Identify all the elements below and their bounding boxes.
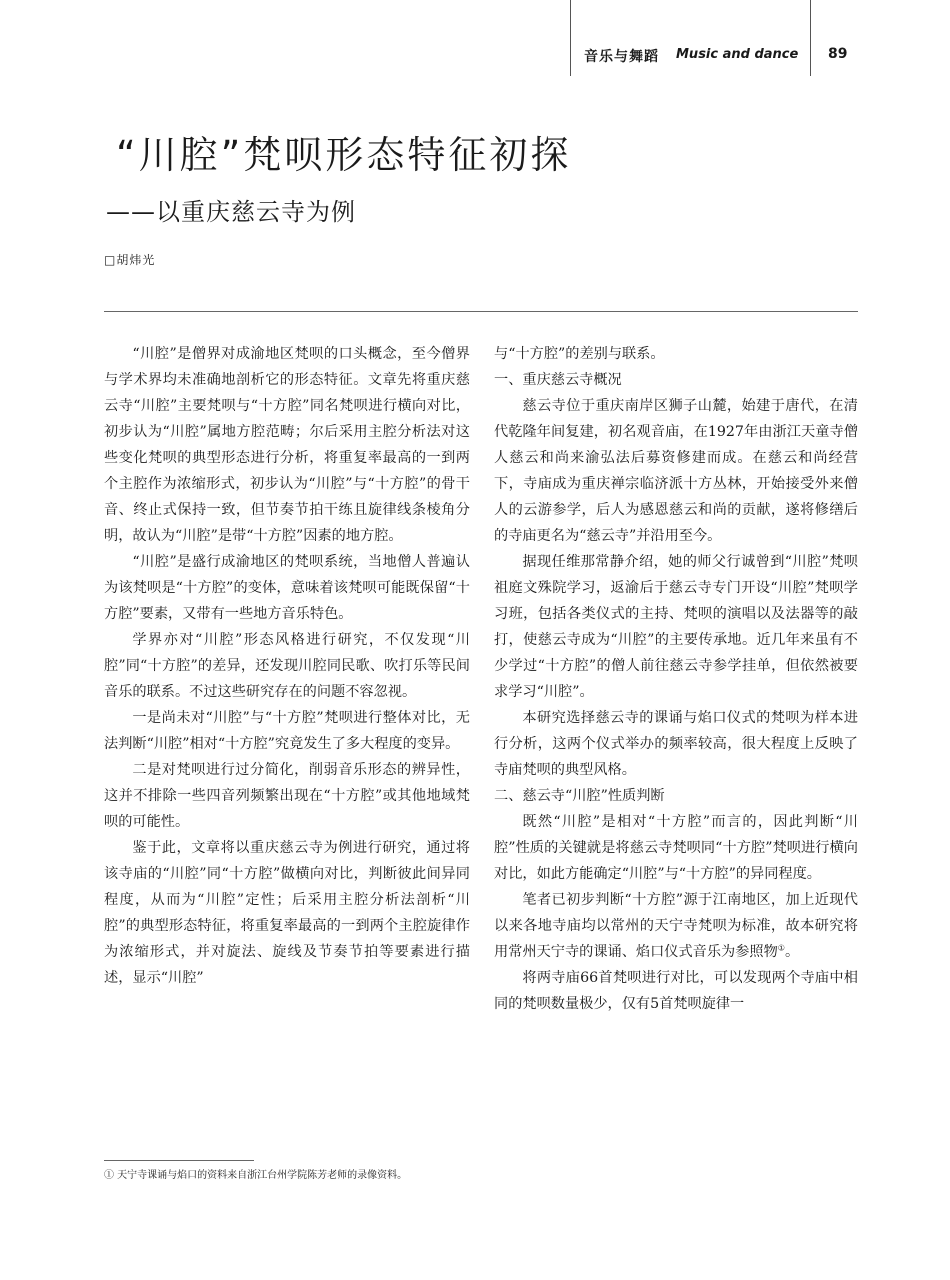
body-paragraph: 学界亦对“川腔”形态风格进行研究，不仅发现“川腔”同“十方腔”的差异，还发现川腔同民歌、吹打乐等民间音乐的联系。不过这些研究存在的问题不容忽视。	[104, 632, 470, 700]
header-divider-right	[810, 0, 811, 76]
header-section-english: Music and dance	[676, 47, 799, 62]
footnote: ① 天宁寺课诵与焰口的资料来自浙江台州学院陈芳老师的录像资料。	[104, 1170, 408, 1181]
body-paragraph: 慈云寺位于重庆南岸区狮子山麓，始建于唐代，在清代乾隆年间复建，初名观音庙，在1927年由浙江天童寺僧人慈云和尚来渝弘法后募资修建而成。在慈云和尚经营下，寺庙成为重庆禅宗临济派十方丛林，开始接受外来僧人的云游参学，后人为感恩慈云和尚的贡献，遂将修缮后的寺庙更名为“慈云寺”并沿用至今。	[494, 398, 858, 544]
body-paragraph: 将两寺庙66首梵呗进行对比，可以发现两个寺庙中相同的梵呗数量极少，仅有5首梵呗旋律一	[494, 970, 858, 1012]
header-section-title: 音乐与舞蹈	[584, 49, 659, 65]
body-paragraph: 鉴于此，文章将以重庆慈云寺为例进行研究，通过将该寺庙的“川腔”同“十方腔”做横向对比，判断彼此间异同程度，从而为“川腔”定性；后采用主腔分析法剖析“川腔”的典型形态特征，将重复率最高的一到两个主腔旋律作为浓缩形式，并对旋法、旋线及节奏节拍等要素进行描述，显示“川腔”	[104, 840, 470, 986]
title-divider	[104, 311, 858, 312]
continued-paragraph: 与“十方腔”的差别与联系。	[494, 346, 665, 362]
header-divider-left	[570, 0, 571, 76]
body-text: 。	[784, 944, 800, 960]
body-paragraph: 本研究选择慈云寺的课诵与焰口仪式的梵呗为样本进行分析，这两个仪式举办的频率较高，很大程度上反映了寺庙梵呗的典型风格。	[494, 710, 858, 778]
page-number: 89	[828, 46, 848, 62]
body-paragraph: 二是对梵呗进行过分简化，削弱音乐形态的辨异性，这并不排除一些四音列频繁出现在“十方腔”或其他地域梵呗的可能性。	[104, 762, 470, 830]
footnote-reference[interactable]: ①	[777, 943, 785, 953]
section-heading: 一、重庆慈云寺概况	[494, 372, 622, 388]
abstract-paragraph: “川腔”是僧界对成渝地区梵呗的口头概念，至今僧界与学术界均未准确地剖析它的形态特征。文章先将重庆慈云寺“川腔”主要梵呗与“十方腔”同名梵呗进行横向对比，初步认为“川腔”属地方腔范畴；尔后采用主腔分析法对这些变化梵呗的典型形态进行分析，将重复率最高的一到两个主腔作为浓缩形式，初步认为“川腔”与“十方腔”的骨干音、终止式保持一致，但节奏节拍干练且旋律线条棱角分明，故认为“川腔”是带“十方腔”因素的地方腔。	[104, 346, 470, 544]
body-paragraph: 据现任维那常静介绍，她的师父行诚曾到“川腔”梵呗祖庭文殊院学习，返渝后于慈云寺专门开设“川腔”梵呗学习班，包括各类仪式的主持、梵呗的演唱以及法器等的敲打，使慈云寺成为“川腔”的主要传承地。近几年来虽有不少学过“十方腔”的僧人前往慈云寺参学挂单，但依然被要求学习“川腔”。	[494, 554, 858, 700]
footnote-divider	[104, 1160, 254, 1161]
right-column	[494, 341, 858, 1017]
running-header	[570, 0, 950, 76]
left-column	[104, 341, 470, 991]
body-paragraph	[494, 887, 858, 965]
section-heading: 二、慈云寺“川腔”性质判断	[494, 788, 665, 804]
author-line: □胡炜光	[104, 253, 156, 267]
body-text: 笔者已初步判断“十方腔”源于江南地区，加上近现代以来各地寺庙均以常州的天宁寺梵呗为标准，故本研究将用常州天宁寺的课诵、焰口仪式音乐为参照物	[494, 892, 858, 960]
body-paragraph: 既然“川腔”是相对“十方腔”而言的，因此判断“川腔”性质的关键就是将慈云寺梵呗同“十方腔”梵呗进行横向对比，如此方能确定“川腔”与“十方腔”的异同程度。	[494, 814, 858, 882]
article-title: “川腔”梵呗形态特征初探	[116, 133, 572, 177]
article-subtitle: ——以重庆慈云寺为例	[106, 198, 356, 226]
body-paragraph: “川腔”是盛行成渝地区的梵呗系统，当地僧人普遍认为该梵呗是“十方腔”的变体，意味着该梵呗可能既保留“十方腔”要素，又带有一些地方音乐特色。	[104, 554, 470, 622]
body-paragraph: 一是尚未对“川腔”与“十方腔”梵呗进行整体对比，无法判断“川腔”相对“十方腔”究竟发生了多大程度的变异。	[104, 710, 470, 752]
